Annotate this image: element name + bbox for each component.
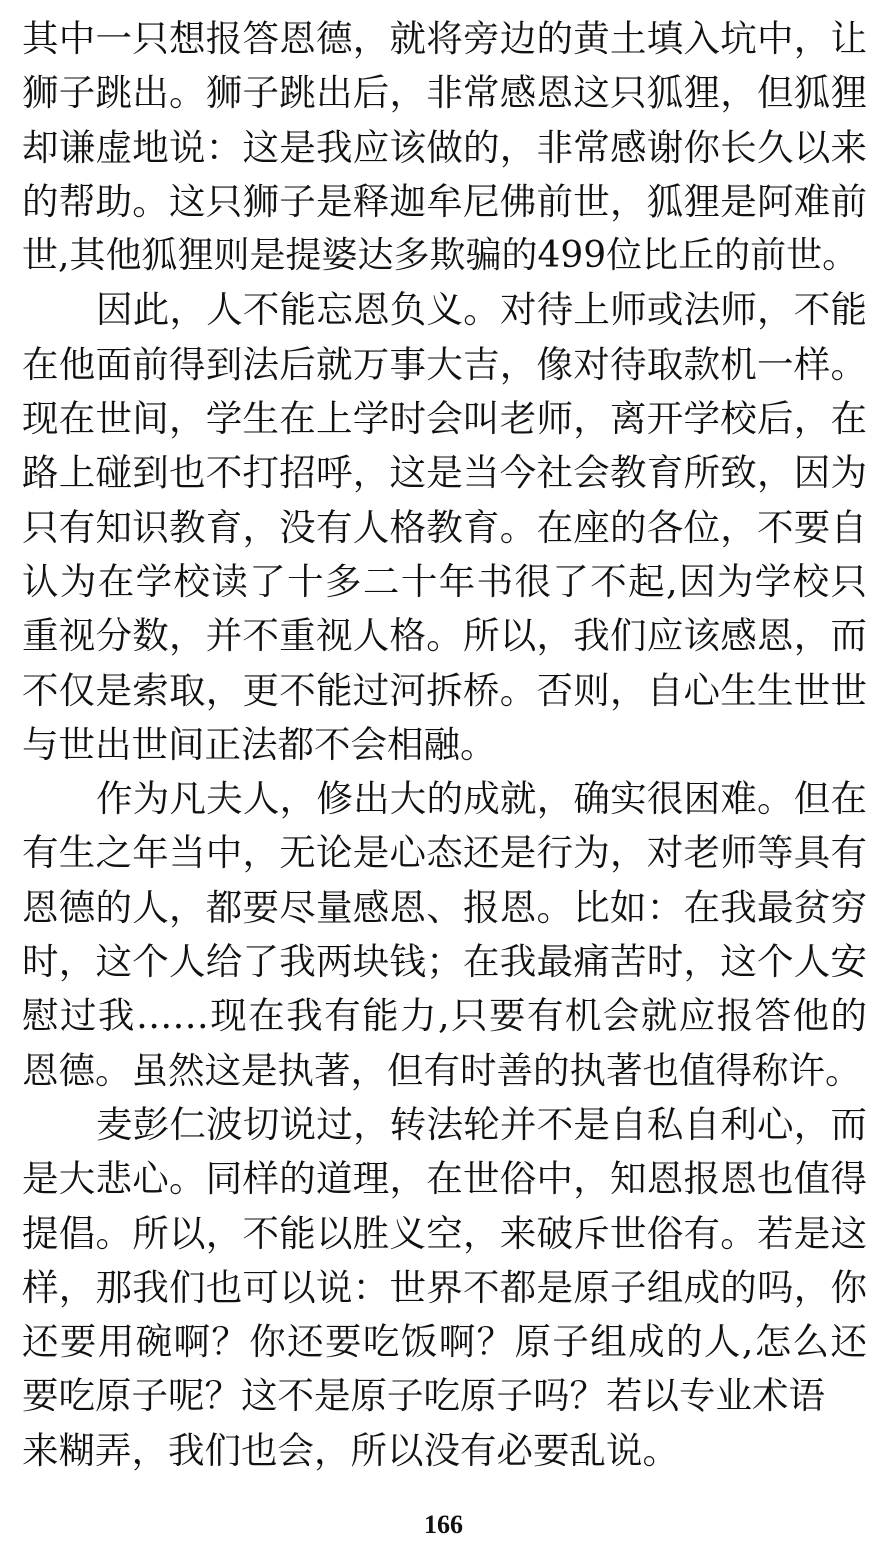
text-line: 认为在学校读了十多二十年书很了不起,因为学校只 <box>22 559 867 603</box>
text-line: 路上碰到也不打招呼，这是当今社会教育所致，因为 <box>22 451 867 495</box>
text-line: 提倡。所以，不能以胜义空，来破斥世俗有。若是这 <box>22 1211 867 1255</box>
text-line: 其中一只想报答恩德，就将旁边的黄土填入坑中，让 <box>22 17 867 60</box>
text-line: 重视分数，并不重视人格。所以，我们应该感恩，而 <box>22 614 867 658</box>
text-line: 狮子跳出。狮子跳出后，非常感恩这只狐狸，但狐狸 <box>22 71 867 115</box>
text-line: 有生之年当中，无论是心态还是行为，对老师等具有 <box>22 831 867 875</box>
paragraph-first-line: 麦彭仁波切说过，转法轮并不是自私自利心，而 <box>96 1102 867 1146</box>
page-number: 166 <box>424 1510 463 1539</box>
text-line: 时，这个人给了我两块钱；在我最痛苦时，这个人安 <box>22 940 867 984</box>
text-line: 还要用碗啊？你还要吃饭啊？原子组成的人,怎么还 <box>22 1320 867 1364</box>
text-line: 在他面前得到法后就万事大吉，像对待取款机一样。 <box>22 342 867 386</box>
text-line: 来糊弄，我们也会，所以没有必要乱说。 <box>22 1428 679 1472</box>
text-line: 现在世间，学生在上学时会叫老师，离开学校后，在 <box>22 397 867 441</box>
text-line: 不仅是索取，更不能过河拆桥。否则，自心生生世世 <box>22 668 867 712</box>
text-line: 的帮助。这只狮子是释迦牟尼佛前世，狐狸是阿难前 <box>22 179 867 223</box>
text-line: 要吃原子呢？这不是原子吃原子吗？若以专业术语 <box>22 1374 825 1418</box>
text-line: 世,其他狐狸则是提婆达多欺骗的499位比丘的前世。 <box>22 235 859 277</box>
text-line: 却谦虚地说：这是我应该做的，非常感谢你长久以来 <box>22 125 867 169</box>
text-line: 是大悲心。同样的道理，在世俗中，知恩报恩也值得 <box>22 1157 867 1201</box>
paragraph-first-line: 因此，人不能忘恩负义。对待上师或法师，不能 <box>96 288 867 332</box>
text-line: 与世出世间正法都不会相融。 <box>22 722 497 766</box>
text-line: 恩德的人，都要尽量感恩、报恩。比如：在我最贫穷 <box>22 885 867 929</box>
text-line: 慰过我……现在我有能力,只要有机会就应报答他的 <box>22 994 867 1038</box>
body-text <box>22 12 867 1478</box>
text-line: 样，那我们也可以说：世界不都是原子组成的吗，你 <box>22 1265 867 1309</box>
text-line: 只有知识教育，没有人格教育。在座的各位，不要自 <box>22 505 867 549</box>
text-line: 恩德。虽然这是执著，但有时善的执著也值得称许。 <box>22 1048 862 1092</box>
paragraph-first-line: 作为凡夫人，修出大的成就，确实很困难。但在 <box>96 777 867 821</box>
